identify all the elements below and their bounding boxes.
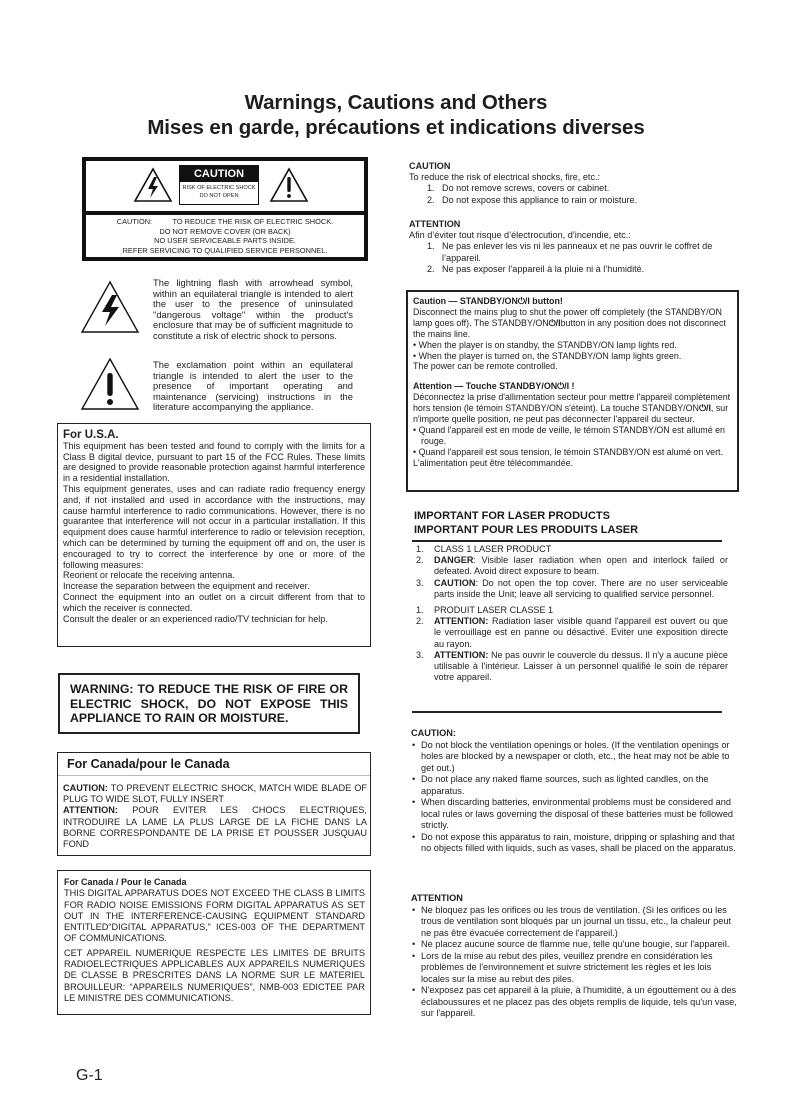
standby-en-bullet: • When the player is on standby, the STANDBY/ON lamp lights red. [413,339,677,350]
lightning-symbol-description: The lightning flash with arrowhead symbol, within an equilateral triangle is intended to alert the user to the presence of uninsulated "dangerous voltage" within the product's enclosure that may be of sufficient magnitude to constitute a risk of electric shock to persons. [153,277,353,341]
right-attention-item [409,264,739,275]
caution-list-section [411,728,737,855]
laser-divider-bottom [412,711,722,713]
standby-fr-title-text: Attention — Touche STANDBY/ON [413,381,558,392]
laser-heading [414,510,720,537]
item-text: Ne pas enlever les vis ni les panneaux et ne pas ouvrir le coffret de l’appareil. [442,241,713,263]
caution-line-2: DO NOT REMOVE COVER (OR BACK) [159,226,291,236]
item-number: 1. [427,183,435,194]
right-caution-section [409,161,739,206]
item-number: 1. [416,544,424,554]
power-standby-icon: ⏻/I [517,296,530,306]
caution-badge-title: CAUTION [180,166,258,182]
canada-attention-label: ATTENTION: [63,805,118,816]
caution-list-title: CAUTION: [411,728,456,738]
warning-text: WARNING: TO REDUCE THE RISK OF FIRE OR ELECTRIC SHOCK, DO NOT EXPOSE THIS APPLIANCE TO RAIN OR MOISTURE. [70,682,348,725]
right-attention-title: ATTENTION [409,219,461,229]
item-text: Ne pas exposer l’appareil à la pluie ni à l’humidité. [442,263,645,274]
caution-label-top [86,161,364,211]
item-number: 2. [427,263,435,274]
item-text: Ne pas ouvrir le couvercle du dessus. Il n'y a aucune pièce utilisable à l'intérieur. Laisser à un personnel qualifié le soin de réparer votre appareil. [434,649,728,683]
laser-en-list [412,544,728,683]
item-text: Do not expose this appliance to rain or moisture. [442,194,638,205]
item-text: Do not expose this apparatus to rain, moisture, dripping or splashing and that no objects filled with liquids, such as vases, shall be placed on the apparatus. [421,831,736,853]
canada-plug-title: For Canada/pour le Canada [67,757,230,771]
item-number: 2. [427,194,435,205]
item-text: Ne bloquez pas les orifices ou les trous de ventilation. (Si les orifices ou les trous de ventilation sont bloqués par un journal un tissu, etc., la chaleur peut ne pas être évacuée correctement de l'appareil.) [421,904,732,938]
canada-plug-header [58,753,370,776]
caution-list-item: • Do not place any naked flame sources, such as lighted candles, on the apparatus. [412,774,709,796]
attention-list-item: • Lors de la mise au rebut des piles, veuillez prendre en considération les problèmes de l'environnement et suivre strictement les règles et les lois locales sur la mise au rebut des piles. [412,950,713,984]
laser-en-item [412,555,728,577]
caution-label-text [86,215,364,257]
standby-en-title-text: Caution — STANDBY/ON [413,296,518,306]
laser-en-item [412,544,728,555]
canada-digital-box [57,870,371,1015]
right-caution-title: CAUTION [409,161,451,171]
power-standby-icon: ⏻/I [557,381,570,392]
bullet-text: Quand l'appareil est sous tension, le témoin STANDBY/ON est alumé on vert. [418,446,723,457]
standby-en-tail: The power can be remote controlled. [413,361,558,372]
item-number: 1. [427,241,435,252]
right-attention-item [409,241,739,263]
standby-en-text-b: button in any position does not disconnect the mains line. [413,317,726,339]
right-attention-intro: Afin d’éviter tout risque d’électrocution, d’incendie, etc.: [409,230,631,241]
attention-list-title: ATTENTION [411,893,463,903]
page-number: G-1 [76,1067,103,1084]
item-text: When discarding batteries, environmental problems must be considered and local rules or laws governing the disposal of these batteries must be followed strictly. [421,797,734,830]
exclamation-symbol-icon [80,357,140,411]
item-number: 2. [416,555,424,566]
item-text: PRODUIT LASER CLASSE 1 [434,605,554,616]
standby-fr-title [413,381,733,392]
canada-digital-title: For Canada / Pour le Canada [64,877,187,887]
caution-label [82,157,368,261]
caution-list-item: • Do not expose this apparatus to rain, moisture, dripping or splashing and that no objects filled with liquids, such as vases, shall be placed on the apparatus. [412,831,736,853]
item-number: 3. [416,649,424,660]
caution-list-item: • When discarding batteries, environmental problems must be considered and local rules or laws governing the disposal of these batteries must be followed strictly. [412,797,734,830]
caution-badge-sub2: DO NOT OPEN [199,193,239,199]
item-text: CLASS 1 LASER PRODUCT [434,544,552,554]
item-number: 1. [416,605,424,616]
standby-en-title-suffix: button! [529,296,563,306]
standby-fr-paragraph [413,392,733,425]
usa-title: For U.S.A. [63,429,119,441]
bullet-text: When the player is turned on, the STANDBY/ON lamp lights green. [418,350,682,361]
lightning-symbol-icon [80,280,140,334]
usa-measure-2: Increase the separation between the equipment and receiver. [63,581,310,592]
canada-plug-box [57,752,371,856]
usa-measure-4: Consult the dealer or an experienced radio/TV technician for help. [63,613,328,624]
laser-fr-item [412,616,728,650]
usa-fcc-box [57,423,371,647]
standby-fr-tail: L'alimentation peut être télécommandée. [413,457,574,468]
usa-measure-3: Connect the equipment into an outlet on a circuit different from that to which the receiver is connected. [63,591,365,613]
standby-fr-title-suffix: ! [569,381,575,392]
item-text: Lors de la mise au rebut des piles, veuillez prendre en considération les problèmes de l'environnement et suivre strictement les règles et les lois locales sur la mise au rebut des piles. [421,950,713,984]
standby-en-title [413,296,733,307]
power-standby-icon: ⏻/I [698,403,711,414]
laser-fr-item [412,650,728,684]
page-title-fr: Mises en garde, précautions et indications diverses [147,116,645,139]
caution-badge-sub1: RISK OF ELECTRIC SHOCK [182,185,256,191]
page-title-en: Warnings, Cautions and Others [244,91,548,114]
caution-line-1: CAUTION: TO REDUCE THE RISK OF ELECTRIC SHOCK. [116,217,334,226]
usa-paragraph-2: This equipment generates, uses and can radiate radio frequency energy and, if not installed and used in accordance with the instructions, may cause harmful interference to radio communications. However, there is no guarantee that interference will not occur in a particular installation. If this equipment does cause harmful interference to radio or television reception, which can be determined by turning the equipment off and on, the user is encouraged to try to correct the interference by one or more of the following measures: [63,483,365,570]
standby-fr-text-a: Déconnectez la prise d'allimentation secteur pour mettre l'appareil complètement hors tension (le témoin STANDBY/ON s'éteint). La touche STANDBY/ON [413,392,731,414]
page-title [0,90,792,140]
lightning-triangle-icon [133,167,173,203]
laser-en-item [412,578,728,600]
item-text: N'exposez pas cet appareil à la pluie, à l'humidité, à un égouttement ou à des éclaboussures et ne placez pas des objets remplis de liquide, tels qu'un vase, sur l'appareil. [421,985,737,1018]
item-text: Do not block the ventilation openings or holes. (If the ventilation openings or holes are blocked by a newspaper or cloth, etc., the heat may not be able to get out.) [421,739,730,773]
exclamation-triangle-icon [269,167,309,203]
item-text: : Visible laser radiation when open and interlock failed or defeated. Avoid direct exposure to beam. [434,555,728,577]
usa-paragraph-1: This equipment has been tested and found to comply with the limits for a Class B digital device, pursuant to part 15 of the FCC Rules. These limits are designed to provide reasonable protection against harmful interference in a residential installation. [63,440,365,484]
item-text: Do not remove screws, covers or cabinet. [442,183,610,194]
attention-list-section [411,893,737,1020]
item-text: Do not place any naked flame sources, such as lighted candles, on the apparatus. [421,774,709,796]
item-text: Radiation laser visible quand l'appareil est ouvert ou que le verrouillage est en panne ou désactivé. Eviter une exposition directe au rayon. [434,616,728,649]
item-bold: ATTENTION: [434,616,489,627]
item-number: 2. [416,616,424,627]
caution-badge [179,165,259,205]
canada-caution-label: CAUTION: [63,783,108,793]
item-text: : Do not open the top cover. There are no user serviceable parts inside the Unit; leave all servicing to qualified service personnel. [434,577,728,599]
canada-attention-text: POUR EVITER LES CHOCS ELECTRIQUES, INTRODUIRE LA LAME LA PLUS LARGE DE LA FICHE DANS LA BORNE CORRESPONDANTE DE LA PRISE ET POUSSER JUSQUAU FOND [63,805,367,850]
canada-digital-fr: CET APPAREIL NUMERIQUE RESPECTE LES LIMITES DE BRUITS RADIOELECTRIQUES APPLICABLES AUX APPAREILS NUMERIQUES DE CLASSE B PRESCRITES DANS LA NORME SUR LE MATERIEL BROUILLEUR: “APPAREILS NUMERIQUES”, NMB-003 EDICTEE PAR LE MINISTRE DES COMMUNICATIONS. [64,947,365,1003]
right-caution-item [409,195,739,206]
usa-measure-1: Reorient or relocate the receiving antenna. [63,570,235,581]
standby-en-paragraph [413,307,733,340]
item-text: Ne placez aucune source de flamme nue, telle qu'une bougie, sur l'appareil. [421,939,730,949]
laser-title-en: IMPORTANT FOR LASER PRODUCTS [414,510,610,522]
standby-box [406,290,739,492]
item-bold: DANGER [434,555,474,566]
power-standby-icon: ⏻/I [548,317,561,328]
right-caution-intro: To reduce the risk of electrical shocks, fire, etc.: [409,172,601,183]
warning-box [58,673,360,734]
attention-list-item: • N'exposez pas cet appareil à la pluie, à l'humidité, à un égouttement ou à des éclaboussures et ne placez pas des objets remplis de liquide, tels qu'un vase, sur l'appareil. [412,985,737,1018]
caution-line-3: NO USER SERVICEABLE PARTS INSIDE. [154,236,296,245]
right-caution-item [409,183,739,194]
canada-digital-en: THIS DIGITAL APPARATUS DOES NOT EXCEED THE CLASS B LIMITS FOR RADIO NOISE EMISSIONS FORM DIGITAL APPARATUS AS SET OUT IN THE INTERFERENCE-CAUSING EQUIPMENT STANDARD ENTITLED“DIGITAL APPARATUS,” ICES-003 OF THE DEPARTMENT OF COMMUNICATIONS. [64,888,365,944]
laser-fr-list [412,605,728,683]
attention-list-item: • Ne bloquez pas les orifices ou les trous de ventilation. (Si les orifices ou les trous de ventilation sont bloqués par un journal un tissu, etc., la chaleur peut ne pas être évacuée correctement de l'appareil.) [412,904,732,938]
right-attention-section [409,219,739,275]
standby-fr-bullet: • Quand l'appareil est en mode de veille, le témoin STANDBY/ON est allumé en rouge. [413,424,725,446]
standby-fr-text-b: , sur n'importe quelle position, ne peut pas déconnecter l'appareil du secteur. [413,403,729,425]
standby-fr-bullet: • Quand l'appareil est sous tension, le témoin STANDBY/ON est alumé on vert. [413,446,723,457]
caution-badge-subtitle [180,182,258,200]
exclamation-symbol-description: The exclamation point within an equilateral triangle is intended to alert the user to the presence of important operating and maintenance (servicing) instructions in the literature accompanying the appliance. [153,359,353,413]
standby-en-bullet: • When the player is turned on, the STANDBY/ON lamp lights green. [413,350,682,361]
item-bold: ATTENTION: [434,649,489,660]
laser-title-fr: IMPORTANT POUR LES PRODUITS LASER [414,523,639,536]
bullet-text: Quand l'appareil est en mode de veille, le témoin STANDBY/ON est allumé en rouge. [418,424,725,446]
canada-caution-text: TO PREVENT ELECTRIC SHOCK, MATCH WIDE BLADE OF PLUG TO WIDE SLOT, FULLY INSERT [63,783,367,805]
laser-divider-top [412,540,722,542]
laser-fr-item [412,605,728,616]
standby-en-text-a: Disconnect the mains plug to shut the power off completely (the STANDBY/ON lamp goes off). The STANDBY/ON [413,306,722,328]
attention-list-item: • Ne placez aucune source de flamme nue, telle qu'une bougie, sur l'appareil. [412,939,730,949]
caution-line-4: REFER SERVICING TO QUALIFIED SERVICE PERSONNEL. [122,245,328,255]
item-bold: CAUTION [434,577,476,588]
caution-list-item: • Do not block the ventilation openings or holes. (If the ventilation openings or holes are blocked by a newspaper or cloth, etc., the heat may not be able to get out.) [412,739,730,773]
item-number: 3. [416,577,424,588]
bullet-text: When the player is on standby, the STANDBY/ON lamp lights red. [418,339,677,350]
